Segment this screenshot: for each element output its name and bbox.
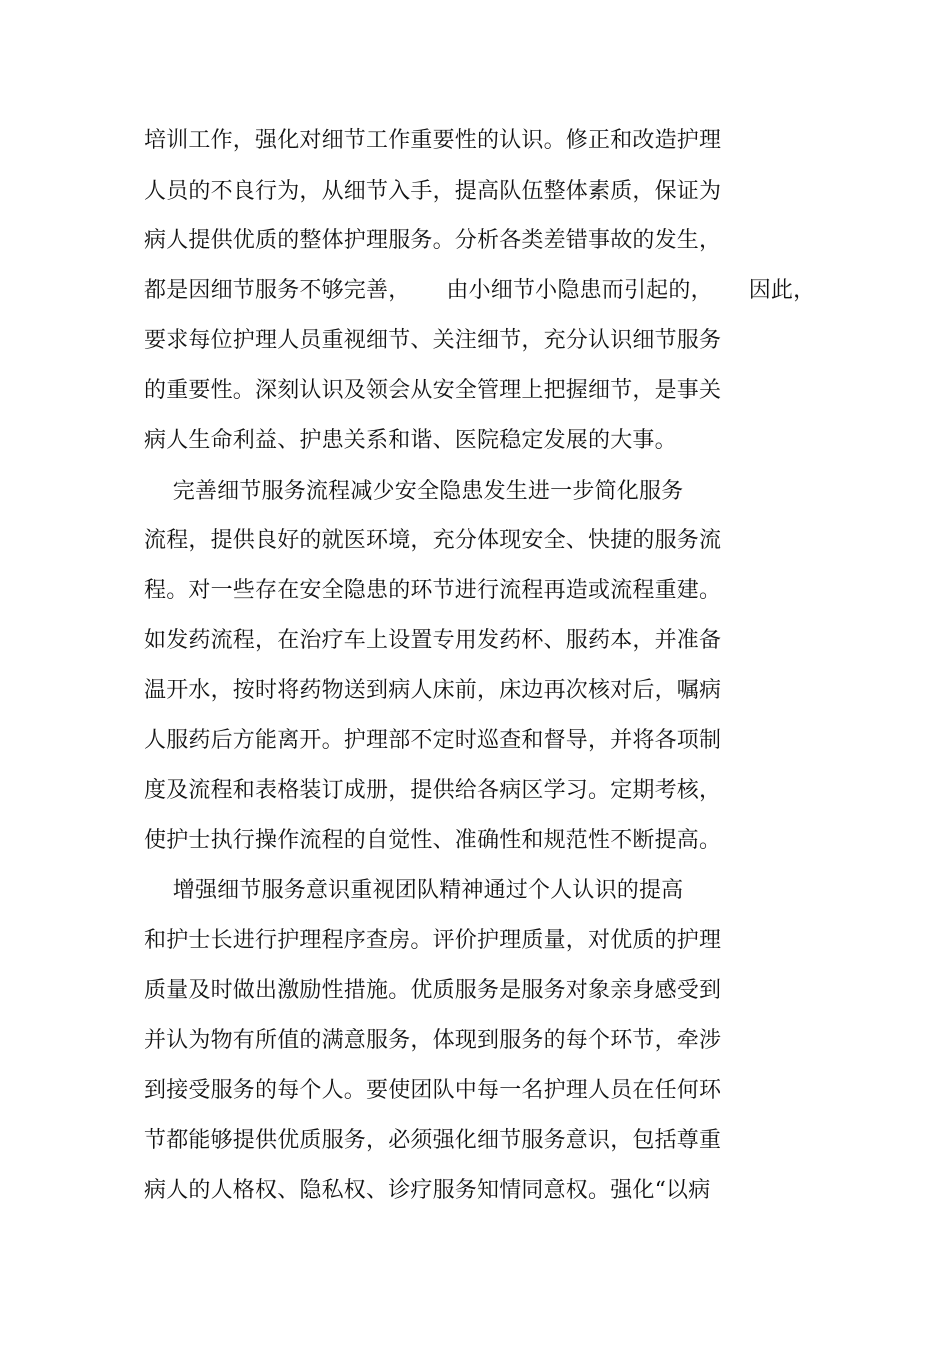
text-line: 到接受服务的每个人。要使团队中每一名护理人员在任何环 [144, 1078, 722, 1103]
text-line: 使护士执行操作流程的自觉性、准确性和规范性不断提高。 [144, 828, 722, 853]
text-line: 节都能够提供优质服务，必须强化细节服务意识，包括尊重 [144, 1128, 722, 1153]
text-line: 并认为物有所值的满意服务，体现到服务的每个环节，牵涉 [144, 1028, 722, 1053]
text-line: 要求每位护理人员重视细节、关注细节，充分认识细节服务 [144, 328, 722, 353]
text-line: 人员的不良行为，从细节入手，提高队伍整体素质，保证为 [144, 179, 722, 204]
text-line: 病人的人格权、隐私权、诊疗服务知情同意权。强化“以病 [144, 1178, 711, 1203]
text-line: 程。对一些存在安全隐患的环节进行流程再造或流程重建。 [144, 578, 722, 603]
text-line: 和护士长进行护理程序查房。评价护理质量，对优质的护理 [144, 928, 722, 953]
text-line: 病人提供优质的整体护理服务。分析各类差错事故的发生， [144, 228, 722, 253]
text-line: 质量及时做出激励性措施。优质服务是服务对象亲身感受到 [144, 978, 722, 1003]
text-line: 的重要性。深刻认识及领会从安全管理上把握细节，是事关 [144, 378, 722, 403]
text-line: 都是因细节服务不够完善， 由小细节小隐患而引起的， 因此， [144, 278, 816, 303]
text-line: 度及流程和表格装订成册，提供给各病区学习。定期考核， [144, 778, 722, 803]
text-line: 如发药流程，在治疗车上设置专用发药杯、服药本，并准备 [144, 628, 722, 653]
text-line: 温开水，按时将药物送到病人床前，床边再次核对后，嘱病 [144, 678, 722, 703]
text-line: 培训工作，强化对细节工作重要性的认识。修正和改造护理 [144, 128, 722, 153]
text-line: 流程，提供良好的就医环境，充分体现安全、快捷的服务流 [144, 528, 722, 553]
text-line: 人服药后方能离开。护理部不定时巡查和督导，并将各项制 [144, 728, 722, 753]
text-line: 病人生命利益、护患关系和谐、医院稳定发展的大事。 [144, 428, 677, 453]
text-line: 增强细节服务意识重视团队精神通过个人认识的提高 [144, 878, 684, 903]
text-line: 完善细节服务流程减少安全隐患发生进一步简化服务 [144, 479, 684, 504]
